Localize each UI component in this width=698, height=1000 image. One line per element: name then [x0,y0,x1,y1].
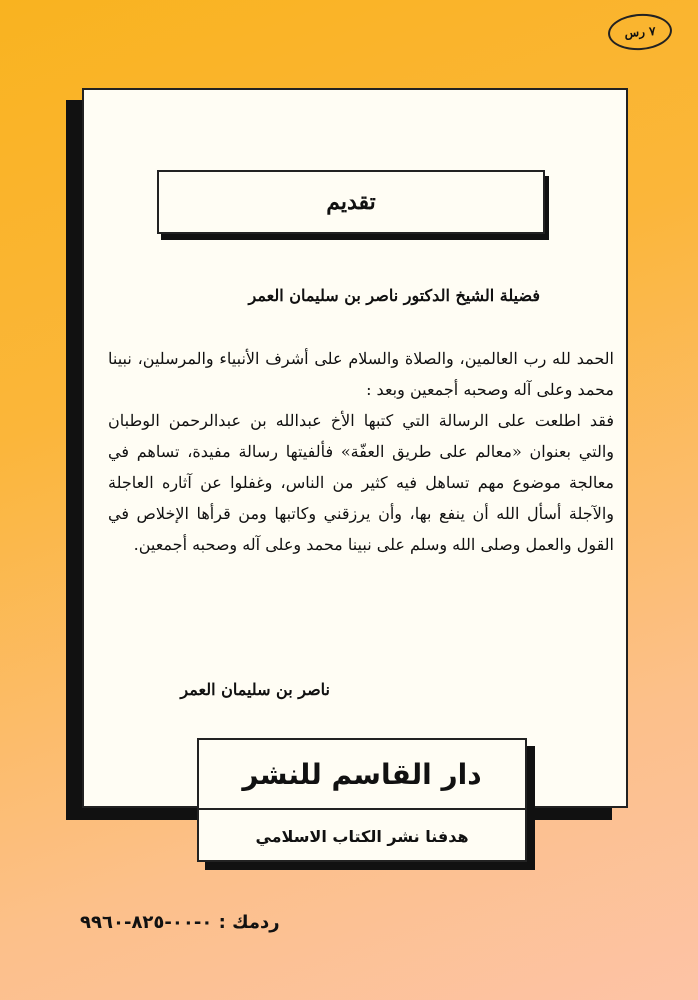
author-line: فضيلة الشيخ الدكتور ناصر بن سليمان العمر [248,286,540,305]
foreword-body [108,343,614,560]
page-title: تقديم [157,170,545,234]
signature: ناصر بن سليمان العمر [180,680,330,699]
publisher-box [197,738,527,862]
paragraph: الحمد لله رب العالمين، والصلاة والسلام على أشرف الأنبياء والمرسلين، نبينا محمد وعلى آله وصحبه أجمعين وبعد : [108,349,614,399]
publisher-tagline: هدفنا نشر الكتاب الاسلامي [255,826,469,846]
isbn: ردمك : ٠-٠٠-٨٢٥-٩٩٦٠ [80,912,280,933]
publisher-name: دار القاسم للنشر [199,740,525,810]
paragraph: فقد اطلعت على الرسالة التي كتبها الأخ عبدالله بن عبدالرحمن الوطبان والتي بعنوان «معالم على طريق العفّة» فألفيتها رسالة مفيدة، تساهم في معالجة موضوع مهم تساهل فيه كثير من الناس، وغفلوا عن آثاره العاجلة والآجلة أسأل الله أن ينفع بها، وأن يرزقني وكاتبها ومن قرأها الإخلاص في القول والعمل وصلى الله وسلم على نبينا محمد وعلى آله وصحبه أجمعين. [108,411,614,554]
handwritten-stamp: ٧ رس [607,12,673,52]
